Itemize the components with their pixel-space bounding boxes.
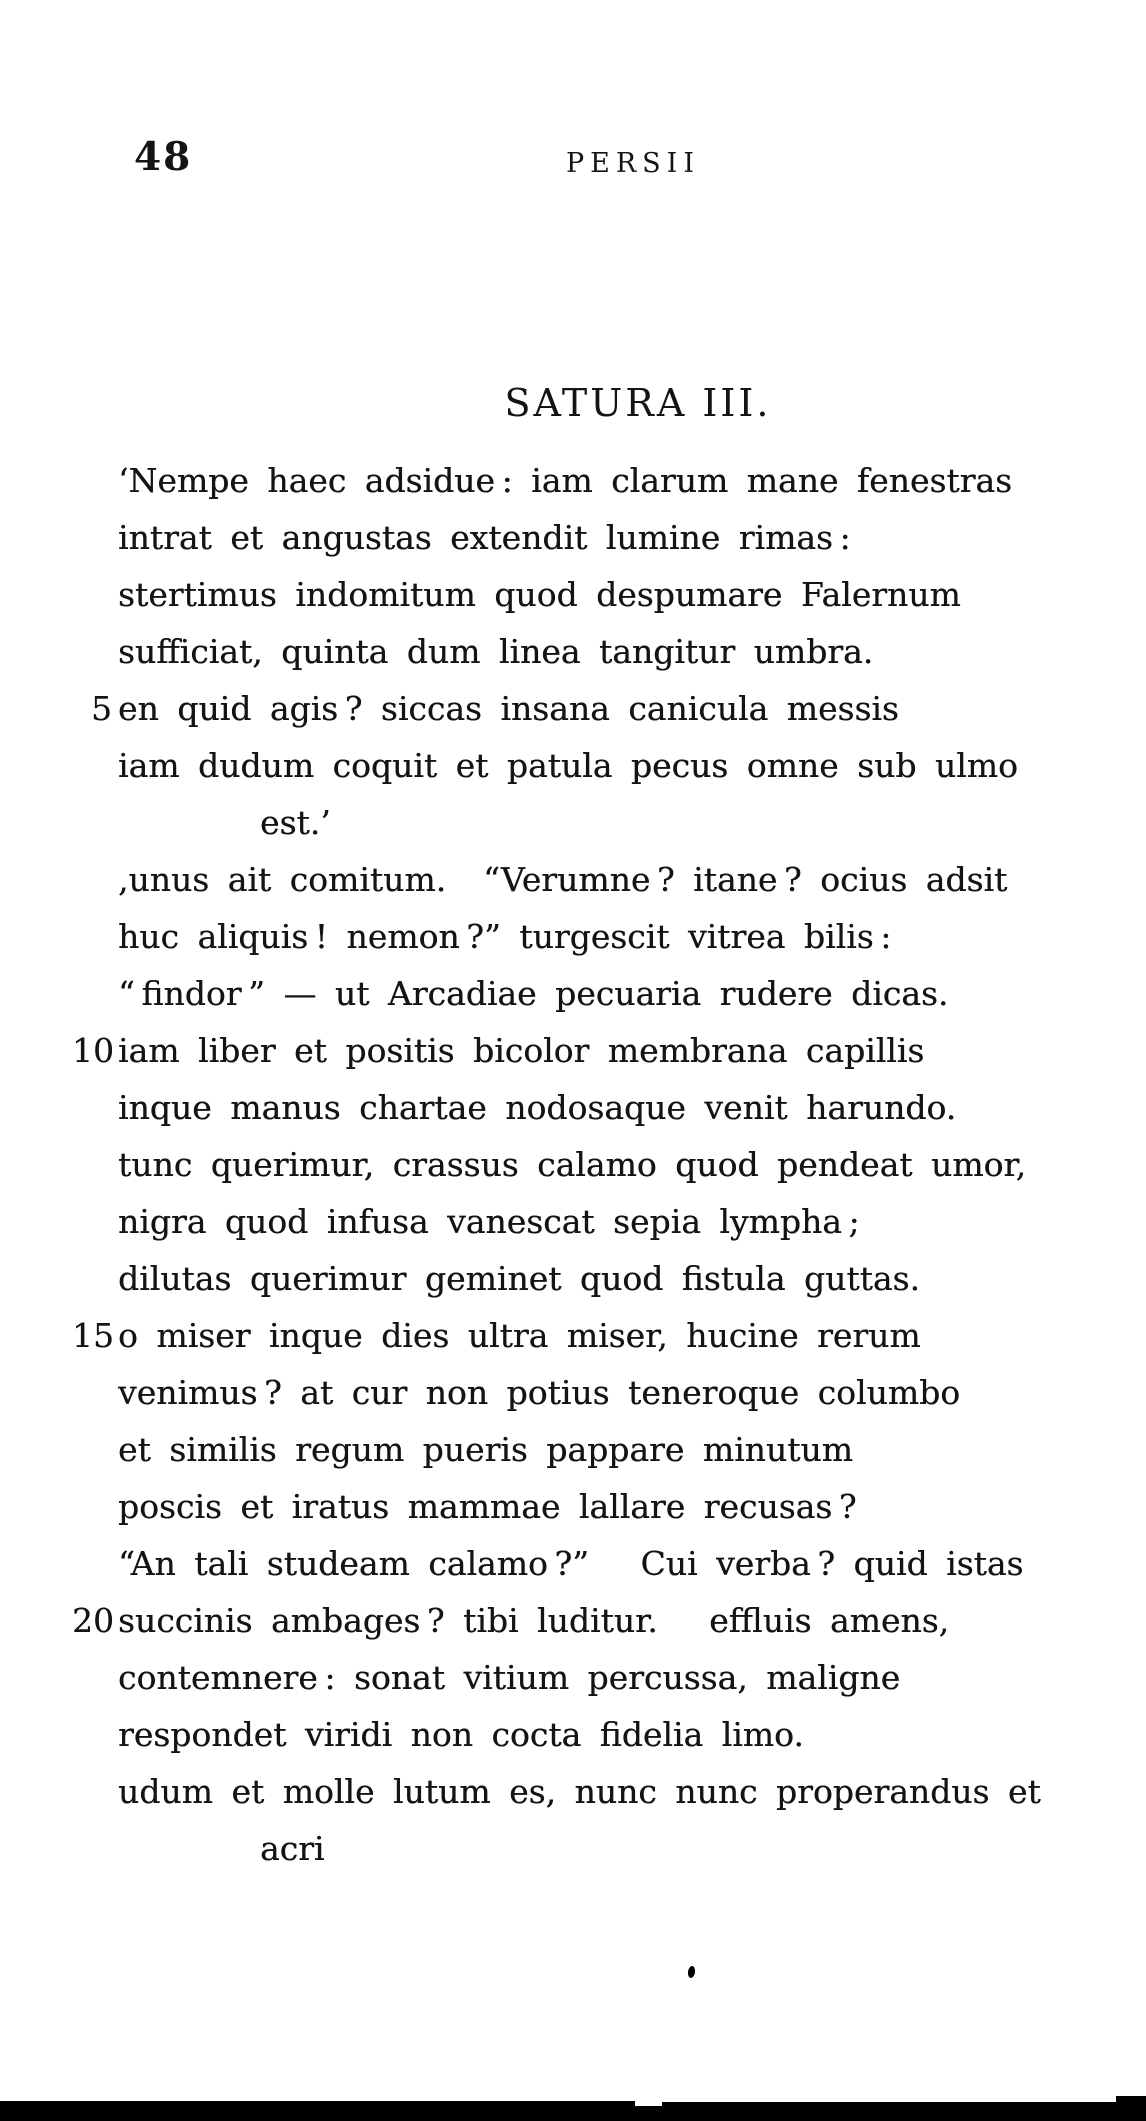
running-header: PERSII xyxy=(565,148,701,179)
verse-line xyxy=(118,623,1128,680)
verse-text: nigra quod infusa vanescat sepia lympha ; xyxy=(118,1202,860,1241)
verse-line xyxy=(118,1364,1128,1421)
verse-number: 5 xyxy=(91,689,112,728)
verse-line xyxy=(118,1820,1128,1877)
verse-text: intrat et angustas extendit lumine rimas : xyxy=(118,518,851,557)
verse-line xyxy=(118,566,1128,623)
verse-line xyxy=(118,1136,1128,1193)
verse-line xyxy=(118,737,1128,794)
page-number: 48 xyxy=(134,134,193,180)
verse-text: venimus ? at cur non potius teneroque columbo xyxy=(118,1373,961,1412)
verse-line xyxy=(118,509,1128,566)
verse-text: succinis ambages ? tibi luditur. effluis amens, xyxy=(118,1601,950,1640)
scan-bar-blob-right xyxy=(1116,2096,1146,2102)
verse-line xyxy=(118,1649,1128,1706)
verse-line xyxy=(118,851,1128,908)
scan-bar-notch-right xyxy=(662,2102,1146,2106)
scan-edge-artifact xyxy=(0,2093,1146,2121)
scan-bar-main xyxy=(0,2106,1146,2121)
verse-text: inque manus chartae nodosaque venit harundo. xyxy=(118,1088,957,1127)
scan-bar-notch-left xyxy=(0,2101,635,2106)
verse-line xyxy=(118,794,1128,851)
verse-line xyxy=(91,680,1128,737)
verse-text: acri xyxy=(260,1829,325,1868)
verse-text: poscis et iratus mammae lallare recusas ? xyxy=(118,1487,857,1526)
verse-text: est.’ xyxy=(260,803,331,842)
verse-line xyxy=(118,1706,1128,1763)
verse-text: iam dudum coquit et patula pecus omne sub ulmo xyxy=(118,746,1018,785)
verse-text: et similis regum pueris pappare minutum xyxy=(118,1430,853,1469)
verse-line xyxy=(118,965,1128,1022)
verse-text: o miser inque dies ultra miser, hucine rerum xyxy=(118,1316,921,1355)
verse-line xyxy=(118,1478,1128,1535)
verse-text: ,unus ait comitum. “Verumne ? itane ? ocius adsit xyxy=(118,860,1008,899)
verse-line xyxy=(118,1079,1128,1136)
verse-text: iam liber et positis bicolor membrana capillis xyxy=(118,1031,925,1070)
verse-number: 20 xyxy=(72,1601,114,1640)
verse-text: ‘Nempe haec adsidue : iam clarum mane fenestras xyxy=(118,461,1013,500)
verse-text: “An tali studeam calamo ?” Cui verba ? quid istas xyxy=(118,1544,1024,1583)
section-title: SATURA III. xyxy=(504,381,772,425)
poem-text-block xyxy=(72,452,1128,1877)
verse-line xyxy=(118,1250,1128,1307)
verse-text: tunc querimur, crassus calamo quod pendeat umor, xyxy=(118,1145,1027,1184)
verse-text: stertimus indomitum quod despumare Falernum xyxy=(118,575,961,614)
verse-line xyxy=(72,1307,1128,1364)
verse-text: contemnere : sonat vitium percussa, maligne xyxy=(118,1658,901,1697)
verse-text: “ findor ” — ut Arcadiae pecuaria rudere dicas. xyxy=(118,974,949,1013)
ink-spot-artifact xyxy=(687,1966,696,1979)
verse-text: udum et molle lutum es, nunc nunc properandus et xyxy=(118,1772,1041,1811)
verse-line xyxy=(72,1592,1128,1649)
verse-line xyxy=(118,908,1128,965)
verse-line xyxy=(118,452,1128,509)
verse-number: 15 xyxy=(72,1316,114,1355)
verse-line xyxy=(118,1193,1128,1250)
verse-text: respondet viridi non cocta fidelia limo. xyxy=(118,1715,804,1754)
verse-line xyxy=(72,1022,1128,1079)
verse-text: dilutas querimur geminet quod fistula guttas. xyxy=(118,1259,920,1298)
verse-line xyxy=(118,1421,1128,1478)
verse-number: 10 xyxy=(72,1031,114,1070)
verse-line xyxy=(118,1535,1128,1592)
verse-line xyxy=(118,1763,1128,1820)
verse-text: sufficiat, quinta dum linea tangitur umbra. xyxy=(118,632,874,671)
verse-text: en quid agis ? siccas insana canicula messis xyxy=(118,689,899,728)
verse-text: huc aliquis ! nemon ?” turgescit vitrea bilis : xyxy=(118,917,892,956)
